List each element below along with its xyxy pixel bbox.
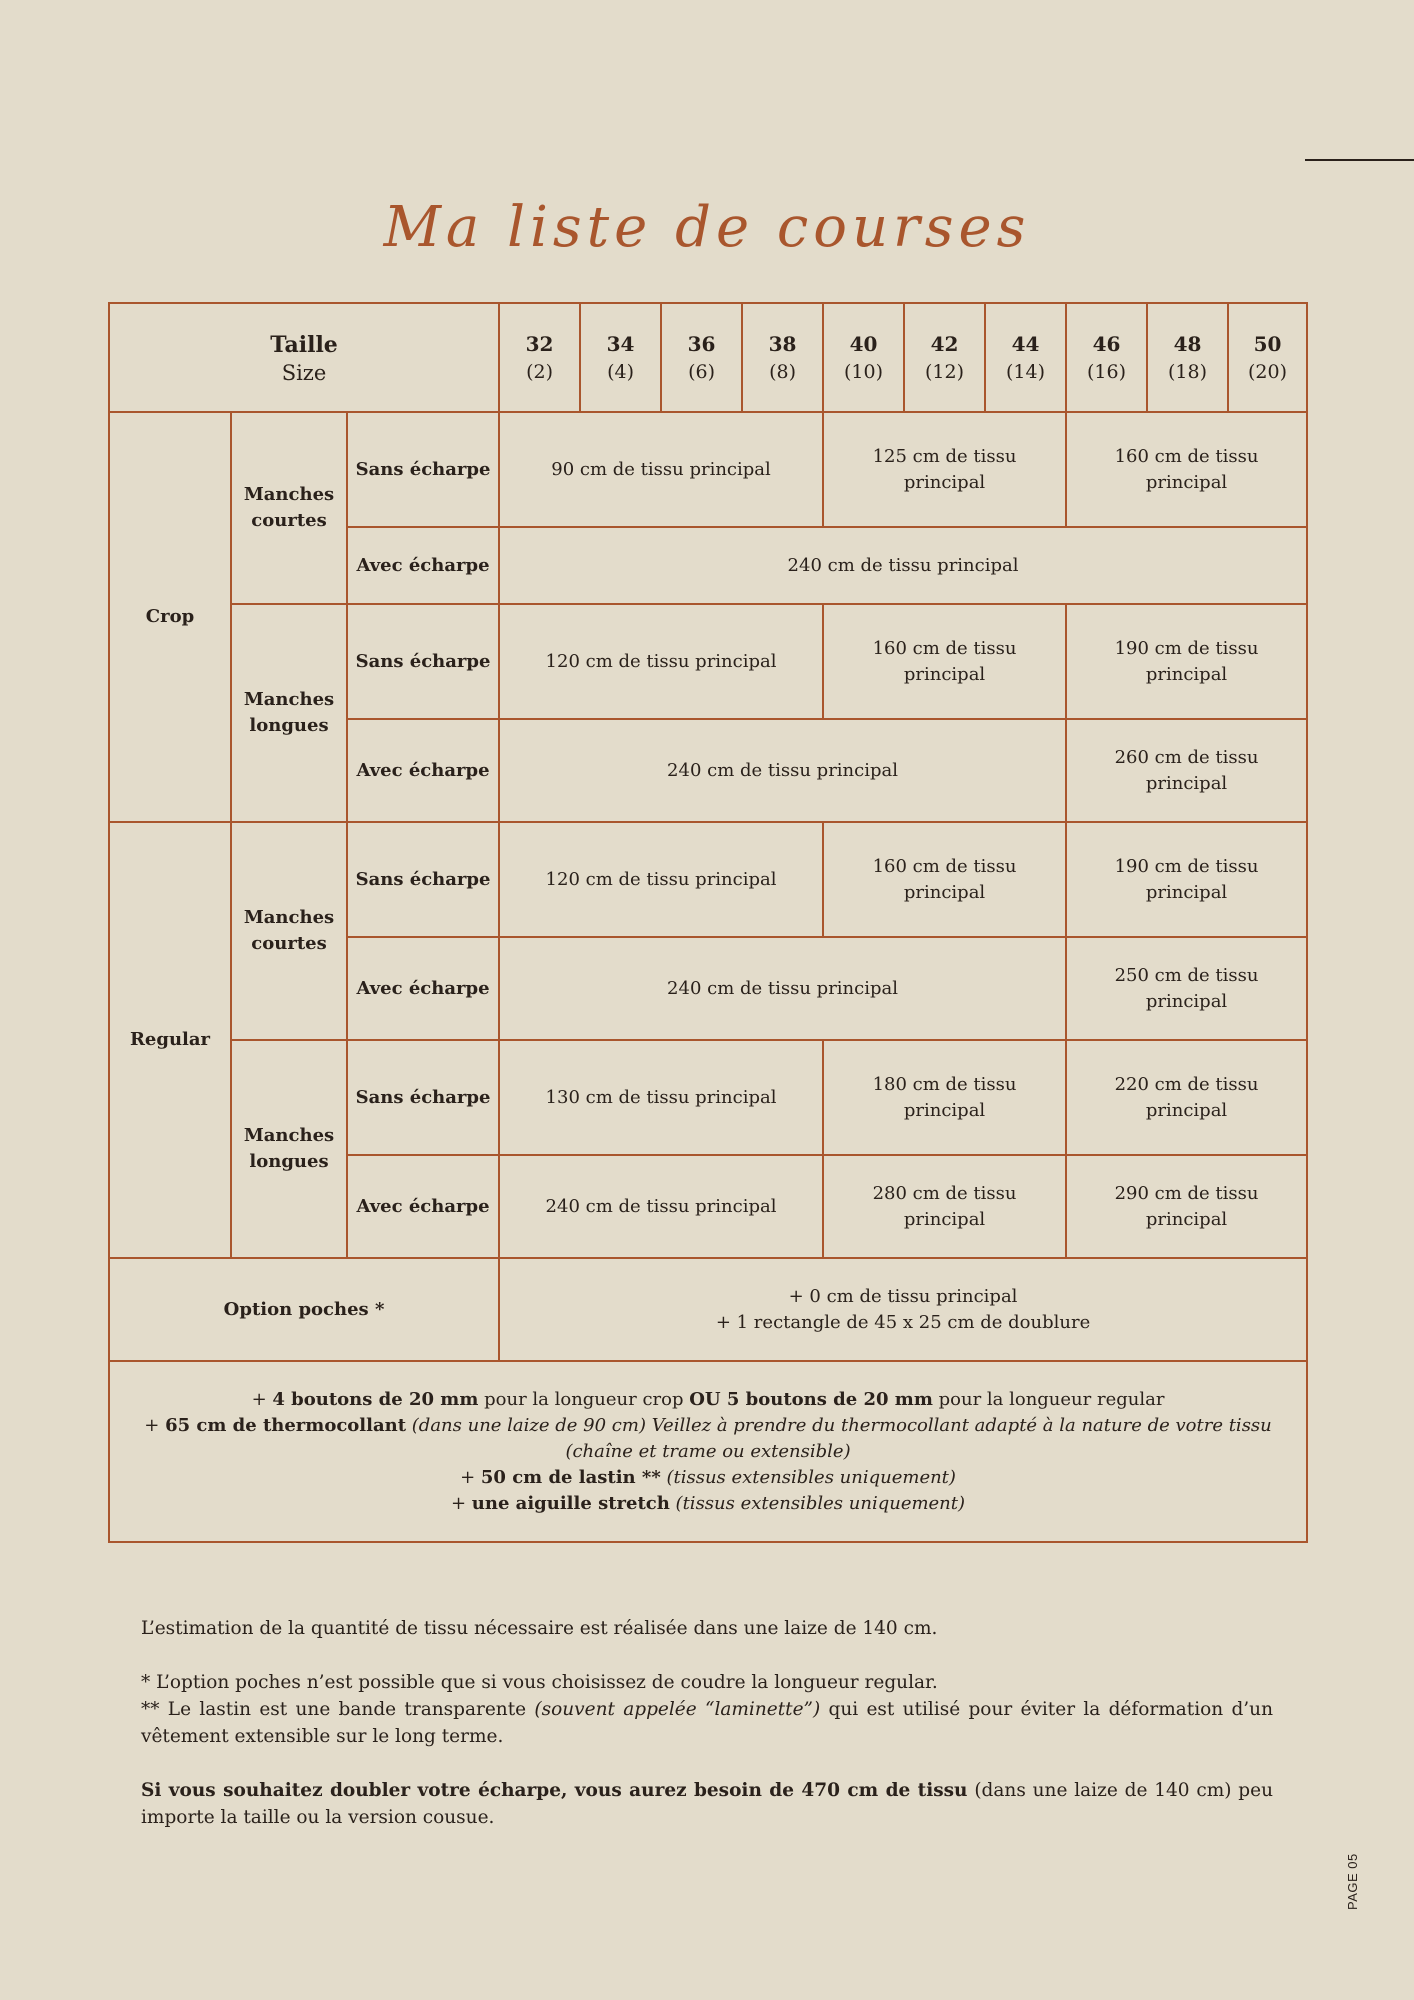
size-cell	[904, 303, 985, 412]
notes	[141, 1615, 1273, 1831]
extras-line: + 65 cm de thermocollant (dans une laize de 90 cm) Veillez à prendre du thermocollant adapté à la nature de votre tissu (chaîne et trame ou extensible)	[144, 1414, 1272, 1462]
size-us: (14)	[1006, 360, 1046, 383]
extras-row	[109, 1361, 1307, 1542]
size-cell	[823, 303, 904, 412]
fabric-amount: 180 cm de tissu principal	[823, 1040, 1066, 1155]
fabric-amount: 125 cm de tissu principal	[823, 412, 1066, 527]
scarf-option-label: Sans écharpe	[347, 1040, 499, 1155]
fabric-amount: 90 cm de tissu principal	[499, 412, 823, 527]
size-fr: 50	[1253, 331, 1282, 356]
scarf-option-label: Avec écharpe	[347, 937, 499, 1040]
scarf-note: Si vous souhaitez doubler votre écharpe, vous aurez besoin de 470 cm de tissu (dans une laize de 140 cm) peu importe la taille ou la version cousue.	[141, 1780, 1273, 1828]
size-us: (6)	[688, 360, 715, 383]
lastin-note: ** Le lastin est une bande transparente (souvent appelée “laminette”) qui est utilisé pour éviter la déformation d’un vêtement extensible sur le long terme.	[141, 1699, 1274, 1747]
size-us: (12)	[925, 360, 965, 383]
sleeve-type-label: Manches courtes	[231, 412, 347, 604]
table-row	[109, 412, 1307, 527]
size-us: (2)	[526, 360, 553, 383]
size-cell	[1147, 303, 1228, 412]
extras-cell	[109, 1361, 1307, 1542]
size-us: (20)	[1248, 360, 1288, 383]
crop-label: Crop	[109, 412, 231, 822]
extras-line: + 50 cm de lastin ** (tissus extensibles uniquement)	[460, 1466, 956, 1488]
size-cell	[499, 303, 580, 412]
size-fr: 48	[1173, 331, 1202, 356]
size-header-row	[109, 303, 1307, 412]
option-poches-label: Option poches *	[109, 1258, 499, 1361]
size-us: (10)	[844, 360, 884, 383]
size-fr: 38	[768, 331, 797, 356]
fabric-amount: 240 cm de tissu principal	[499, 937, 1066, 1040]
fabric-amount: 120 cm de tissu principal	[499, 604, 823, 719]
size-us: (4)	[607, 360, 634, 383]
size-cell	[742, 303, 823, 412]
fabric-amount: 290 cm de tissu principal	[1066, 1155, 1307, 1258]
regular-label: Regular	[109, 822, 231, 1258]
taille-header-cell	[109, 303, 499, 412]
table-row	[109, 1040, 1307, 1155]
option-line: + 1 rectangle de 45 x 25 cm de doublure	[715, 1311, 1091, 1333]
option-line: + 0 cm de tissu principal	[788, 1285, 1018, 1307]
scarf-option-label: Sans écharpe	[347, 604, 499, 719]
size-fr: 42	[930, 331, 959, 356]
fabric-amount: 280 cm de tissu principal	[823, 1155, 1066, 1258]
table-row	[109, 822, 1307, 937]
fabric-amount: 240 cm de tissu principal	[499, 527, 1307, 604]
table-row	[109, 604, 1307, 719]
size-cell	[580, 303, 661, 412]
size-fr: 34	[606, 331, 635, 356]
fabric-amount: 260 cm de tissu principal	[1066, 719, 1307, 822]
size-us: (16)	[1087, 360, 1127, 383]
sleeve-type-label: Manches courtes	[231, 822, 347, 1040]
size-label: Size	[281, 360, 327, 385]
page-number: PAGE 05	[1345, 1853, 1360, 1910]
scarf-option-label: Avec écharpe	[347, 719, 499, 822]
size-fr: 32	[525, 331, 554, 356]
estimation-note: L’estimation de la quantité de tissu nécessaire est réalisée dans une laize de 140 cm.	[141, 1618, 938, 1639]
scarf-option-label: Avec écharpe	[347, 527, 499, 604]
fabric-amount: 240 cm de tissu principal	[499, 719, 1066, 822]
size-us: (18)	[1168, 360, 1208, 383]
extras-line: + 4 boutons de 20 mm pour la longueur crop OU 5 boutons de 20 mm pour la longueur regular	[251, 1388, 1165, 1410]
taille-label: Taille	[270, 331, 338, 358]
size-fr: 46	[1092, 331, 1121, 356]
size-cell	[661, 303, 742, 412]
fabric-amount: 190 cm de tissu principal	[1066, 822, 1307, 937]
option-note: * L’option poches n’est possible que si vous choisissez de coudre la longueur regular.	[141, 1672, 938, 1693]
size-fr: 40	[849, 331, 878, 356]
size-cell	[985, 303, 1066, 412]
size-cell	[1066, 303, 1147, 412]
option-poches-detail	[499, 1258, 1307, 1361]
size-cell	[1228, 303, 1307, 412]
fabric-amount: 160 cm de tissu principal	[823, 604, 1066, 719]
fabric-amount: 250 cm de tissu principal	[1066, 937, 1307, 1040]
size-fr: 44	[1011, 331, 1040, 356]
fabric-amount: 120 cm de tissu principal	[499, 822, 823, 937]
scarf-option-label: Sans écharpe	[347, 412, 499, 527]
sleeve-type-label: Manches longues	[231, 1040, 347, 1258]
top-rule	[1305, 159, 1414, 161]
fabric-amount: 240 cm de tissu principal	[499, 1155, 823, 1258]
fabric-amount: 160 cm de tissu principal	[823, 822, 1066, 937]
size-us: (8)	[769, 360, 796, 383]
sleeve-type-label: Manches longues	[231, 604, 347, 822]
scarf-option-label: Avec écharpe	[347, 1155, 499, 1258]
fabric-amount: 220 cm de tissu principal	[1066, 1040, 1307, 1155]
fabric-amount: 160 cm de tissu principal	[1066, 412, 1307, 527]
fabric-amount: 190 cm de tissu principal	[1066, 604, 1307, 719]
extras-line: + une aiguille stretch (tissus extensibles uniquement)	[450, 1492, 966, 1514]
option-row	[109, 1258, 1307, 1361]
scarf-option-label: Sans écharpe	[347, 822, 499, 937]
fabric-amount: 130 cm de tissu principal	[499, 1040, 823, 1155]
page-title: Ma liste de courses	[383, 195, 1031, 260]
size-fr: 36	[687, 331, 716, 356]
fabric-requirements-table	[108, 302, 1308, 1543]
